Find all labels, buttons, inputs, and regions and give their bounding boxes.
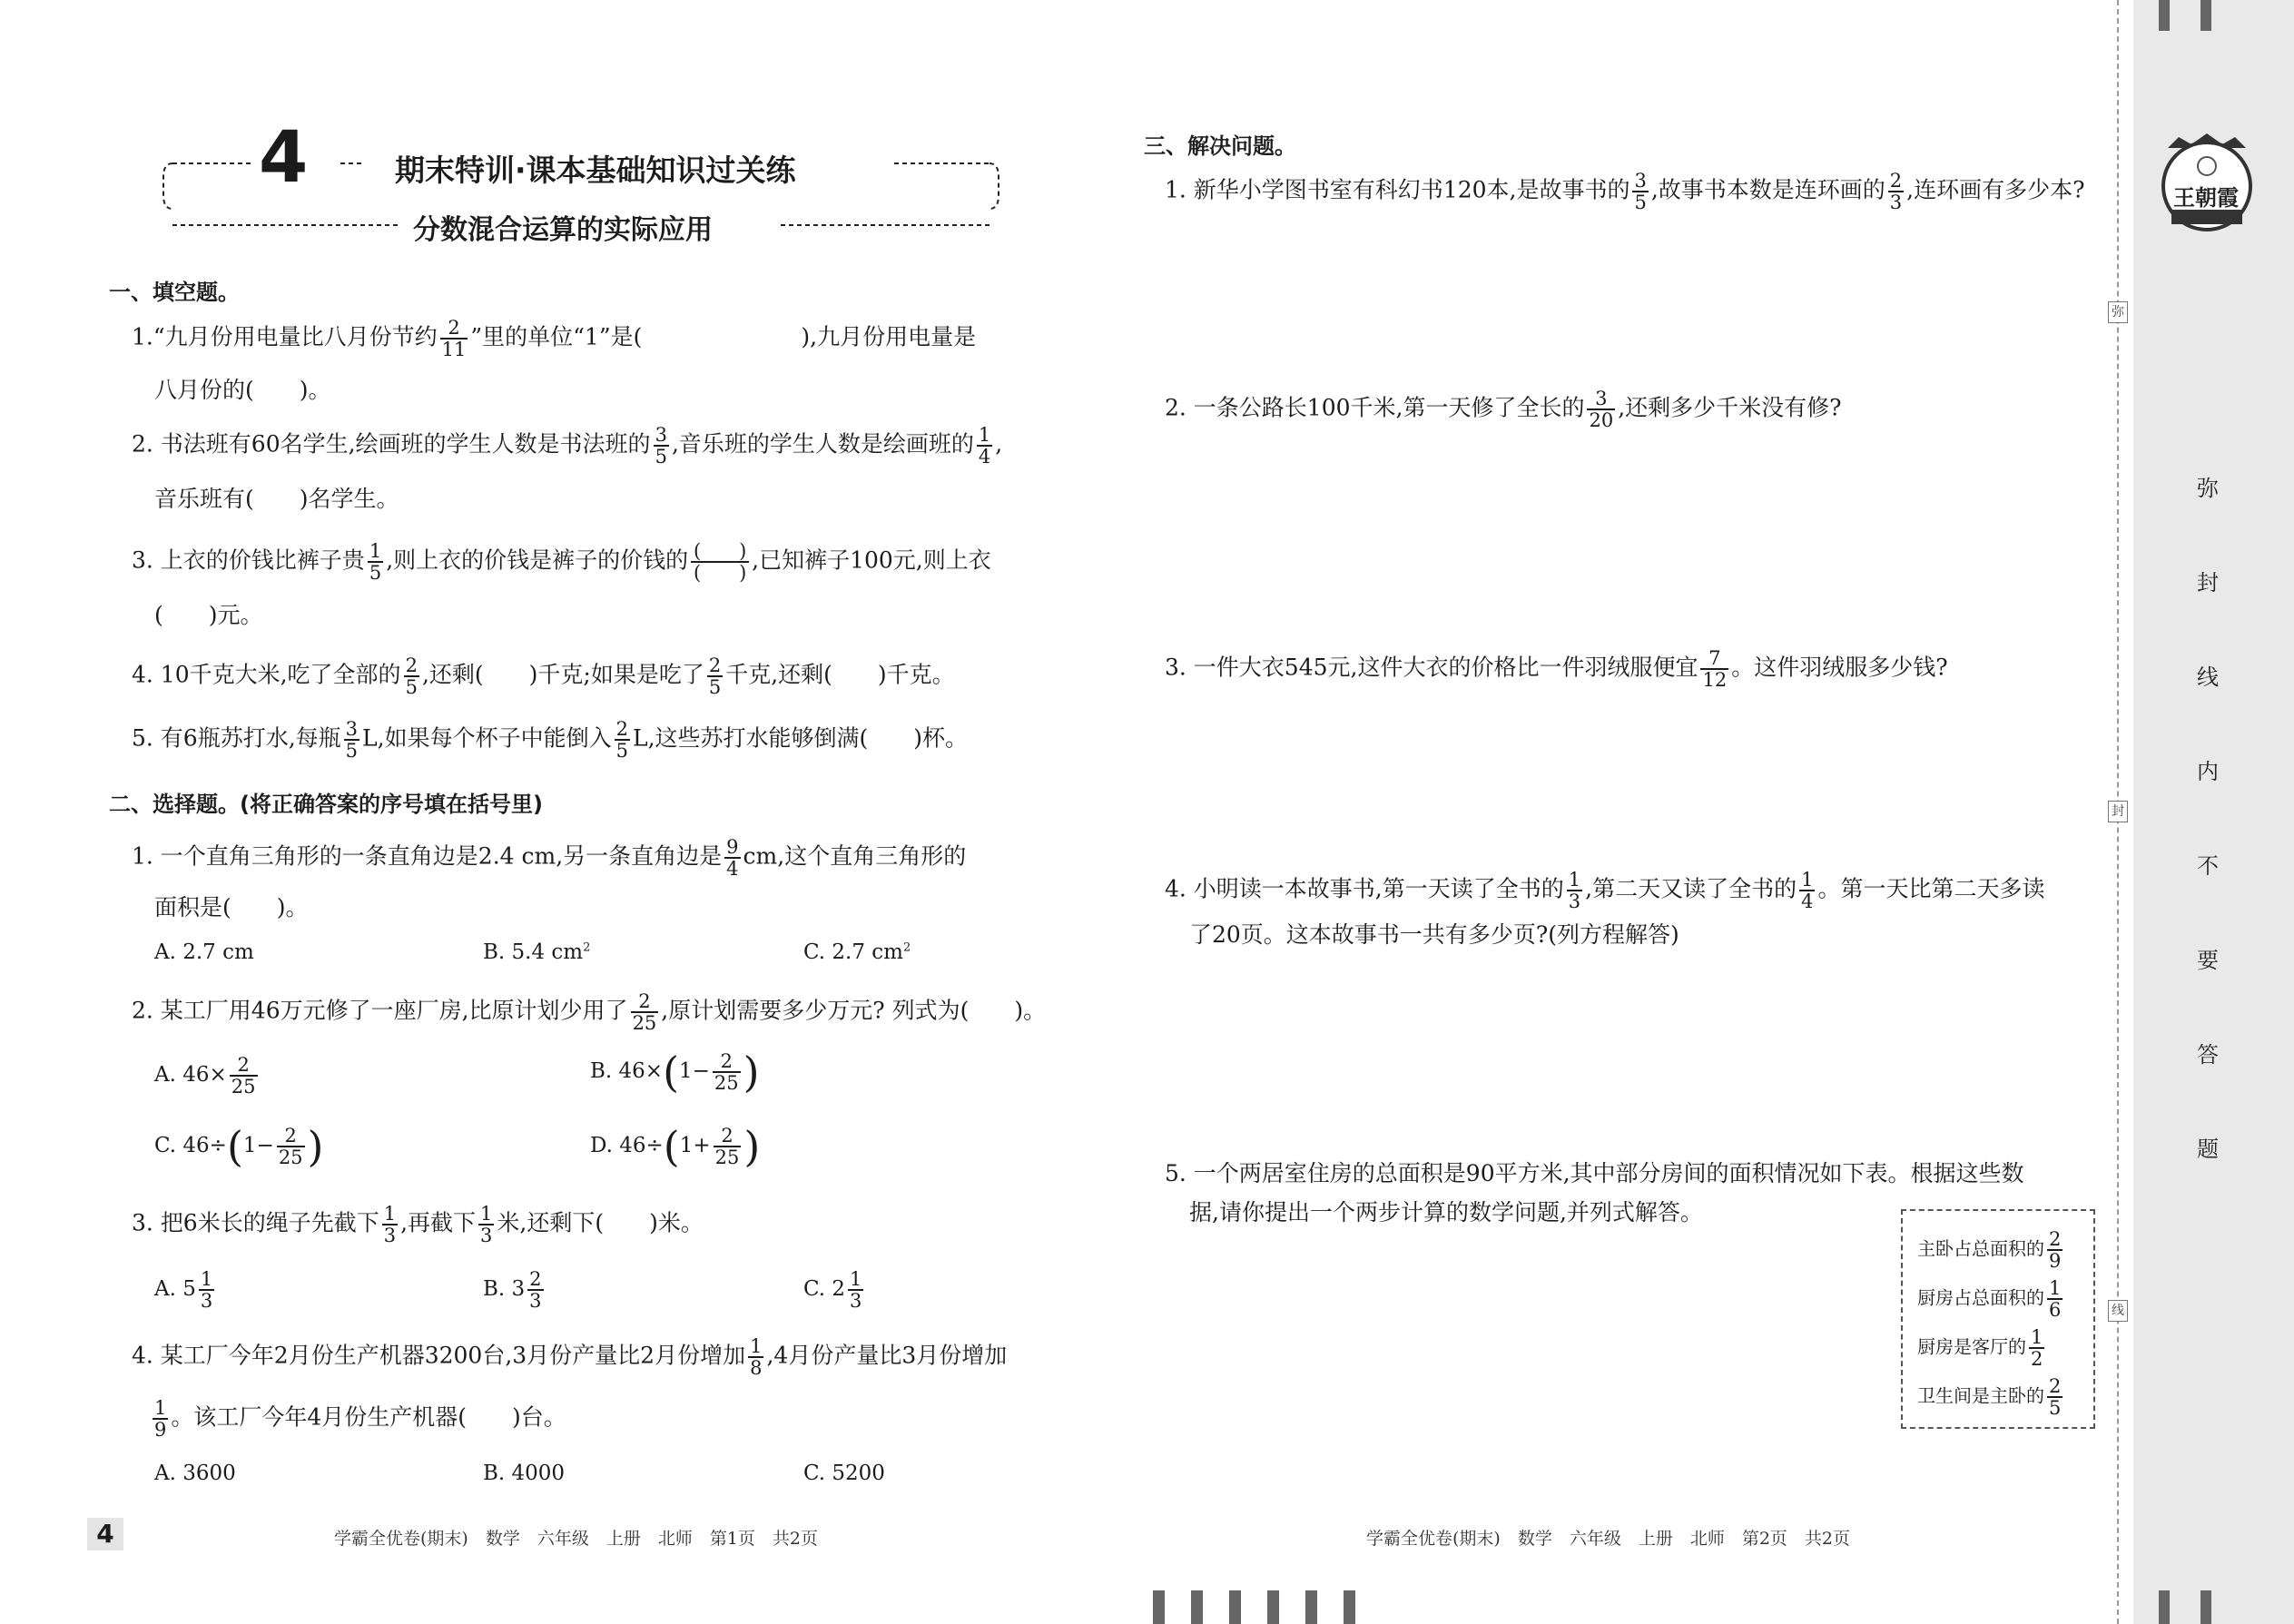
fill-q3 (132, 541, 991, 583)
right-paren: ) (307, 1122, 324, 1171)
fill-q5-text-c: L,这些苏打水能够倒满( )杯。 (632, 724, 969, 752)
frac-num: 2 (448, 317, 460, 339)
choice-q4 (132, 1336, 1007, 1378)
frac-den: 25 (231, 1076, 256, 1097)
fraction (2029, 1327, 2044, 1369)
choice-q1-text-b: cm,这个直角三角形的 (743, 842, 967, 870)
solve-q5-line2: 据,请你提出一个两步计算的数学问题,并列式解答。 (1189, 1199, 1703, 1225)
fraction (714, 1126, 742, 1167)
frac-den: 20 (1589, 409, 1614, 431)
frac-num: 1 (369, 540, 382, 562)
solve-q5-line1: 5. 一个两居室住房的总面积是90平方米,其中部分房间的面积情况如下表。根据这些数 (1165, 1160, 2024, 1186)
frac-den: 25 (278, 1147, 303, 1168)
frac-num: 2 (284, 1125, 297, 1147)
right-paren: ) (743, 1122, 761, 1171)
fill-q4-text-c: 千克,还剩( )千克。 (725, 661, 955, 688)
choice-q3 (132, 1204, 704, 1245)
option-c-text: C. 2.7 cm (803, 940, 903, 964)
choice-q2-option-c[interactable] (154, 1122, 324, 1171)
choice-q4-text-b: ,4月份产量比3月份增加 (766, 1342, 1008, 1369)
frac-den: 5 (1634, 192, 1647, 213)
fraction (478, 1204, 494, 1245)
frac-num: 3 (1634, 170, 1647, 192)
choice-q4-text-c: 。该工厂今年4月份生产机器( )台。 (171, 1403, 566, 1431)
table-row (1917, 1376, 2065, 1418)
solve-section-heading: 三、解决问题。 (1144, 133, 1296, 159)
fill-q2-text-c: , (995, 430, 1003, 458)
superscript: 2 (902, 940, 911, 955)
area-data-table (1901, 1209, 2095, 1429)
binding-mark (2159, 1590, 2170, 1624)
frac-num: 1 (2049, 1277, 2062, 1299)
frac-num: 2 (529, 1268, 542, 1290)
fraction (230, 1055, 258, 1097)
fraction (1888, 171, 1904, 212)
fraction (2047, 1229, 2063, 1271)
table-row-label: 厨房是客厅的 (1917, 1335, 2026, 1358)
frac-num: 1 (1801, 869, 1814, 891)
fraction (713, 1051, 741, 1093)
fraction (654, 425, 669, 467)
frac-num: 1 (200, 1268, 213, 1290)
cut-mark: 线 (2108, 1300, 2128, 1322)
sealing-notice-char: 题 (2197, 1137, 2219, 1162)
fraction (631, 991, 659, 1033)
choice-q1-option-a[interactable]: A. 2.7 cm (154, 940, 254, 964)
solve-q3-text-a: 3. 一件大衣545元,这件大衣的价格比一件羽绒服便宜 (1165, 654, 1698, 681)
fraction (1799, 870, 1815, 911)
fill-q1-text-b: ”里的单位“1”是( (470, 323, 643, 350)
frac-num: 7 (1708, 647, 1721, 669)
frac-num: 1 (2031, 1326, 2043, 1348)
fraction (1632, 171, 1648, 212)
option-text: B. 46× (590, 1059, 664, 1083)
option-text: B. 3 (483, 1277, 526, 1301)
binding-mark (2159, 0, 2170, 31)
fraction (404, 655, 419, 697)
option-text: C. 46÷ (154, 1134, 227, 1157)
unit-number: 4 (259, 117, 309, 199)
solve-q1-text-a: 1. 新华小学图书室有科幻书120本,是故事书的 (1165, 176, 1630, 203)
frac-den: 5 (655, 446, 667, 468)
page-subtitle: 分数混合运算的实际应用 (413, 214, 713, 246)
page-title: 期末特训·课本基础知识过关练 (395, 153, 796, 188)
option-text: C. 2 (803, 1277, 846, 1301)
choice-q2-option-d[interactable] (590, 1122, 761, 1171)
sealing-notice-char: 内 (2197, 759, 2219, 784)
choice-q3-text-c: 米,还剩下( )米。 (497, 1209, 704, 1236)
brand-logo (2159, 132, 2255, 246)
sealing-notice-char: 答 (2197, 1042, 2219, 1068)
option-text: A. 5 (154, 1277, 196, 1301)
sealing-notice-char: 封 (2197, 570, 2219, 595)
fill-q5-text-a: 5. 有6瓶苏打水,每瓶 (132, 724, 341, 752)
solve-q2 (1165, 389, 1842, 430)
frac-num: 2 (638, 990, 651, 1012)
frac-den: 3 (200, 1290, 213, 1312)
fraction (748, 1336, 763, 1378)
fraction (977, 425, 992, 467)
fraction (368, 541, 383, 583)
choice-q3-text-a: 3. 把6米长的绳子先截下 (132, 1209, 379, 1236)
solve-q4-line2: 了20页。这本故事书一共有多少页?(列方程解答) (1189, 921, 1679, 948)
table-row (1917, 1327, 2047, 1369)
fraction (2047, 1376, 2063, 1418)
fill-q4-text-a: 4. 10千克大米,吃了全部的 (132, 661, 401, 688)
frac-num: 1 (850, 1268, 862, 1290)
footer-right: 学霸全优卷(期末) 数学 六年级 上册 北师 第2页 共2页 (1366, 1529, 1851, 1549)
frac-num: 2 (405, 655, 418, 676)
fill-q1 (132, 318, 976, 359)
choice-q1-option-b[interactable] (483, 940, 590, 964)
binding-mark (1344, 1590, 1355, 1624)
table-row-label: 主卧占总面积的 (1917, 1237, 2044, 1260)
frac-num: 1 (750, 1335, 763, 1357)
frac-den: 4 (726, 858, 739, 880)
fill-q3-text-b: ,则上衣的价钱是裤子的价钱的 (386, 546, 689, 574)
fraction (277, 1126, 305, 1167)
choice-q4-option-b[interactable]: B. 4000 (483, 1462, 566, 1485)
frac-den: 11 (441, 339, 467, 360)
solve-q3 (1165, 648, 1948, 690)
choice-q2-option-b[interactable] (590, 1048, 760, 1097)
fraction (615, 719, 630, 761)
binding-mark (1267, 1590, 1279, 1624)
header (154, 117, 1008, 246)
choice-q4-option-c[interactable]: C. 5200 (803, 1462, 885, 1485)
solve-q2-text-a: 2. 一条公路长100千米,第一天修了全长的 (1165, 394, 1585, 421)
frac-num: 9 (726, 836, 739, 858)
fill-q1-line2: 八月份的( )。 (154, 377, 331, 403)
frac-den: 3 (1568, 891, 1581, 912)
choice-q1-option-c[interactable] (803, 940, 911, 964)
frac-num: 2 (2049, 1375, 2062, 1397)
fill-q2-text-b: ,音乐班的学生人数是绘画班的 (671, 430, 974, 458)
option-text: A. 46× (154, 1063, 227, 1087)
frac-den: 5 (615, 740, 628, 762)
frac-den: 5 (405, 676, 418, 698)
fraction (2047, 1278, 2063, 1320)
solve-q4-text-c: 。第一天比第二天多读 (1817, 875, 2045, 902)
solve-q1-text-c: ,连环画有多少本? (1906, 176, 2085, 203)
binding-mark (2200, 0, 2211, 31)
fraction (199, 1269, 214, 1311)
option-text: D. 46÷ (590, 1134, 664, 1157)
binding-mark (2200, 1590, 2211, 1624)
superscript: 2 (583, 940, 591, 955)
sealing-notice-char: 线 (2197, 664, 2219, 690)
frac-num: 1 (1568, 869, 1581, 891)
frac-num: 1 (154, 1397, 167, 1419)
frac-num: 2 (615, 718, 628, 740)
frac-den: 4 (1801, 891, 1814, 912)
frac-den: 9 (154, 1419, 167, 1441)
fraction (527, 1269, 543, 1311)
binding-mark (1153, 1590, 1165, 1624)
fill-q2-line2: 音乐班有( )名学生。 (154, 486, 399, 512)
right-paren: ) (743, 1048, 760, 1097)
option-inner: 1− (242, 1134, 274, 1157)
fill-q4 (132, 655, 955, 697)
frac-den: 3 (480, 1225, 493, 1246)
fill-q5 (132, 719, 968, 761)
frac-den: 5 (369, 562, 382, 584)
frac-num: 2 (237, 1054, 250, 1076)
fill-q5-text-b: L,如果每个杯子中能倒入 (362, 724, 612, 752)
frac-den: 5 (708, 676, 722, 698)
fill-q2-text-a: 2. 书法班有60名学生,绘画班的学生人数是书法班的 (132, 430, 651, 458)
fill-q3-text-a: 3. 上衣的价钱比裤子贵 (132, 546, 365, 574)
frac-num: 1 (480, 1203, 493, 1225)
fraction (382, 1204, 398, 1245)
frac-den: 3 (383, 1225, 397, 1246)
solve-q2-text-b: ,还剩多少千米没有修? (1618, 394, 1842, 421)
table-row-label: 卫生间是主卧的 (1917, 1384, 2044, 1407)
choice-q1-text-a: 1. 一个直角三角形的一条直角边是2.4 cm,另一条直角边是 (132, 842, 723, 870)
fill-q1-text-c: ),九月份用电量是 (801, 323, 977, 350)
choice-section-heading: 二、选择题。(将正确答案的序号填在括号里) (109, 792, 543, 817)
solve-q3-text-b: 。这件羽绒服多少钱? (1731, 654, 1948, 681)
choice-q3-option-a[interactable] (154, 1269, 217, 1311)
cut-mark: 弥 (2108, 301, 2128, 323)
fraction (724, 837, 740, 879)
choice-q4-line2 (150, 1398, 566, 1440)
fill-section-heading: 一、填空题。 (109, 280, 240, 305)
choice-q2 (132, 991, 1046, 1033)
choice-q1-line2: 面积是( )。 (154, 894, 309, 920)
sealing-notice-char: 要 (2197, 948, 2219, 973)
frac-num: 2 (1889, 170, 1903, 192)
cut-mark: 封 (2108, 801, 2128, 822)
blank-den[interactable]: ( ) (691, 561, 749, 583)
left-paren: ( (663, 1122, 680, 1171)
choice-q4-option-a[interactable]: A. 3600 (154, 1462, 236, 1485)
frac-den: 3 (850, 1290, 862, 1312)
solve-q4 (1165, 870, 2044, 911)
page-number-badge: 4 (87, 1518, 123, 1550)
fraction (440, 318, 468, 359)
option-b-text: B. 5.4 cm (483, 940, 584, 964)
frac-num: 1 (978, 424, 991, 446)
fraction (344, 719, 359, 761)
table-row (1917, 1278, 2065, 1320)
option-inner: 1+ (679, 1134, 711, 1157)
choice-q4-text-a: 4. 某工厂今年2月份生产机器3200台,3月份产量比2月份增加 (132, 1342, 746, 1369)
choice-q2-text-a: 2. 某工厂用46万元修了一座厂房,比原计划少用了 (132, 997, 628, 1024)
frac-den: 25 (714, 1147, 740, 1168)
binding-mark (1191, 1590, 1203, 1624)
solve-q4-text-b: ,第二天又读了全书的 (1585, 875, 1797, 902)
frac-den: 6 (2049, 1299, 2062, 1321)
frac-den: 12 (1702, 669, 1728, 691)
fraction (707, 655, 723, 697)
table-row-label: 厨房占总面积的 (1917, 1286, 2044, 1309)
frac-den: 5 (345, 740, 359, 762)
choice-q1 (132, 837, 966, 879)
solve-q1 (1165, 171, 2085, 212)
fill-q3-line2: ( )元。 (154, 602, 263, 628)
binding-mark (1229, 1590, 1241, 1624)
fill-q3-text-c: ,已知裤子100元,则上衣 (752, 546, 991, 574)
choice-q3-option-c[interactable] (803, 1269, 866, 1311)
sealing-notice-char: 弥 (2197, 476, 2219, 501)
frac-num: 2 (721, 1125, 733, 1147)
frac-num: 3 (1595, 388, 1608, 409)
solve-q4-text-a: 4. 小明读一本故事书,第一天读了全书的 (1165, 875, 1564, 902)
choice-q3-text-b: ,再截下 (400, 1209, 477, 1236)
frac-num: 2 (2049, 1228, 2062, 1250)
frac-num: 2 (708, 655, 722, 676)
frac-den: 3 (1889, 192, 1903, 213)
frac-num: 2 (720, 1050, 733, 1072)
frac-den: 2 (2031, 1348, 2043, 1370)
footer-left: 学霸全优卷(期末) 数学 六年级 上册 北师 第1页 共2页 (334, 1529, 819, 1549)
frac-den: 3 (529, 1290, 542, 1312)
left-paren: ( (226, 1122, 243, 1171)
fraction (1700, 648, 1728, 690)
frac-num: 1 (383, 1203, 397, 1225)
left-paren: ( (663, 1048, 680, 1097)
frac-num: 3 (655, 424, 667, 446)
frac-den: 9 (2049, 1250, 2062, 1272)
solve-q1-text-b: ,故事书本数是连环画的 (1650, 176, 1885, 203)
choice-q2-text-b: ,原计划需要多少万元? 列式为( )。 (661, 997, 1047, 1024)
fill-q2 (132, 425, 1002, 467)
frac-den: 8 (750, 1357, 763, 1379)
choice-q2-option-a[interactable] (154, 1055, 261, 1097)
frac-den: 25 (714, 1072, 739, 1094)
frac-den: 4 (978, 446, 991, 468)
frac-num: 3 (345, 718, 359, 740)
brand-logo-text: 王朝霞 (2173, 184, 2239, 211)
fill-q1-text-a: 1.“九月份用电量比八月份节约 (132, 323, 438, 350)
fraction (848, 1269, 863, 1311)
table-row (1917, 1229, 2065, 1271)
frac-den: 25 (632, 1012, 657, 1034)
choice-q3-option-b[interactable] (483, 1269, 546, 1311)
binding-mark (1305, 1590, 1317, 1624)
blank-fraction[interactable] (691, 541, 749, 583)
option-inner: 1− (679, 1059, 710, 1083)
fraction (1567, 870, 1582, 911)
blank-num[interactable]: ( ) (693, 540, 747, 562)
sealing-notice-char: 不 (2197, 853, 2219, 879)
fill-q4-text-b: ,还剩( )千克;如果是吃了 (421, 661, 704, 688)
fraction (1587, 389, 1615, 430)
fraction (153, 1398, 168, 1440)
frac-den: 5 (2049, 1397, 2062, 1419)
